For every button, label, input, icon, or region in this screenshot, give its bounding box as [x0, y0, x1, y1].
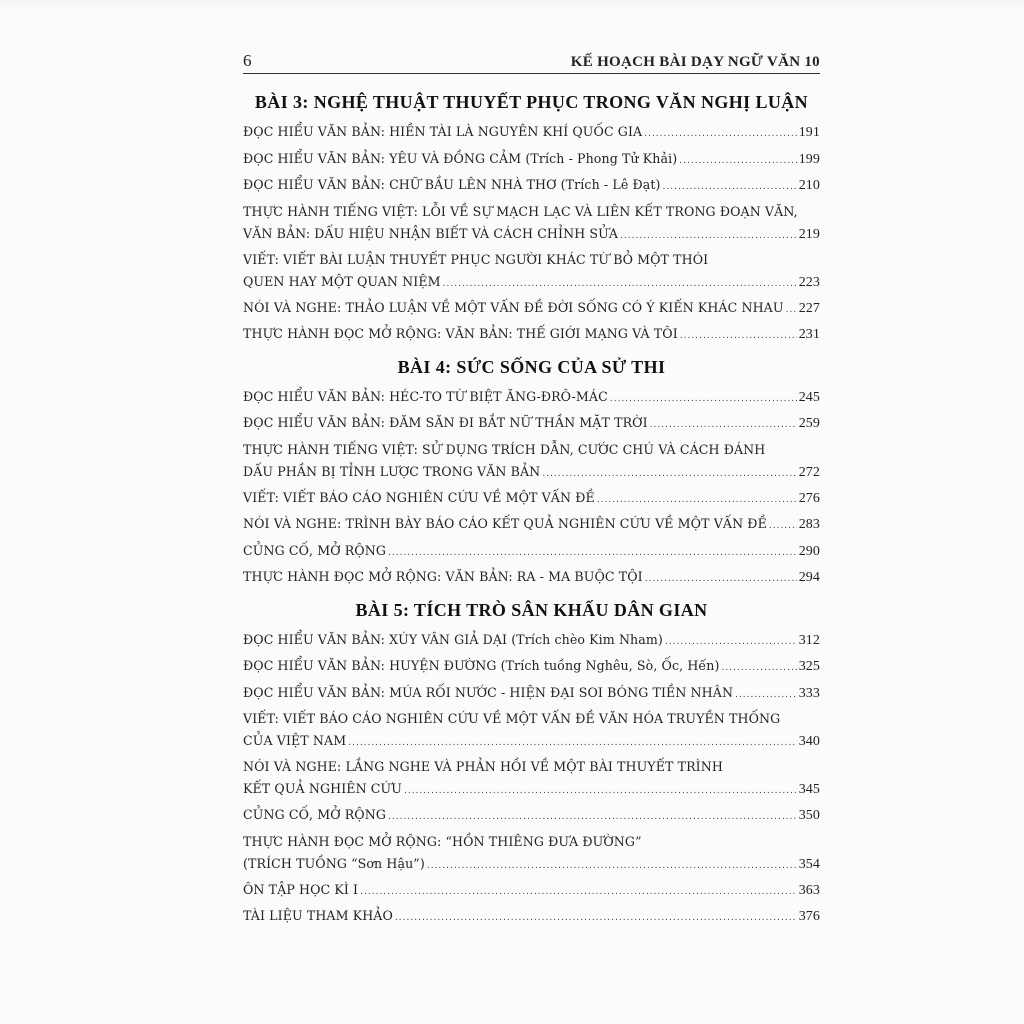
toc-entry[interactable] — [243, 755, 820, 803]
toc-entry-row — [243, 487, 820, 511]
toc-entry[interactable] — [243, 322, 820, 349]
dot-leader — [395, 907, 797, 929]
toc-entry-title: ĐỌC HIỂU VĂN BẢN: CHỮ BẦU LÊN NHÀ THƠ (Trích - Lê Đạt) — [243, 177, 661, 193]
toc-entry-row — [243, 297, 820, 321]
toc-entry[interactable] — [243, 565, 820, 592]
toc-entry-title: ĐỌC HIỂU VĂN BẢN: HIỀN TÀI LÀ NGUYÊN KHÍ QUỐC GIA — [243, 124, 643, 140]
toc-entry-page: 350 — [798, 808, 820, 824]
toc-entry-row — [243, 629, 820, 653]
toc-entry[interactable] — [243, 628, 820, 655]
dot-leader — [769, 515, 797, 537]
toc-entry-row — [243, 804, 820, 828]
dot-leader — [360, 881, 797, 903]
toc-entry-title: NÓI VÀ NGHE: THẢO LUẬN VỀ MỘT VẤN ĐỀ ĐỜI SỐNG CÓ Ý KIẾN KHÁC NHAU — [243, 299, 784, 315]
toc-entry-title: VĂN BẢN: DẤU HIỆU NHẬN BIẾT VÀ CÁCH CHỈNH SỬA — [243, 225, 619, 241]
toc-entry-title: CỦA VIỆT NAM — [243, 733, 347, 748]
toc-entry-page: 354 — [798, 856, 820, 872]
toc-entry-title: (TRÍCH TUỒNG “Sơn Hậu”) — [243, 855, 425, 871]
toc-entry[interactable] — [243, 411, 820, 438]
toc-entry-row — [243, 905, 820, 929]
toc-entry[interactable] — [243, 512, 820, 539]
toc-entry-row — [243, 386, 820, 410]
toc-entry-first-line: THỰC HÀNH TIẾNG VIỆT: LỖI VỀ SỰ MẠCH LẠC VÀ LIÊN KẾT TRONG ĐOẠN VĂN, — [243, 203, 798, 219]
toc-entry-page: 199 — [798, 151, 820, 167]
section-title: BÀI 5: TÍCH TRÒ SÂN KHẤU DÂN GIAN — [355, 599, 708, 620]
toc-entry-title: KẾT QUẢ NGHIÊN CỨU — [243, 781, 402, 796]
toc-entry-page: 283 — [798, 517, 820, 533]
toc-entry-title: ĐỌC HIỂU VĂN BẢN: HUYỆN ĐƯỜNG (Trích tuồng Nghêu, Sò, Ốc, Hến) — [243, 658, 720, 674]
toc-entry-title: NÓI VÀ NGHE: TRÌNH BÀY BÁO CÁO KẾT QUẢ NGHIÊN CỨU VỀ MỘT VẤN ĐỀ — [243, 516, 767, 532]
table-of-contents — [243, 84, 820, 931]
toc-entry-page: 312 — [798, 632, 820, 648]
dot-leader — [786, 299, 797, 321]
toc-entry-row — [243, 412, 820, 436]
toc-entry-first-line: VIẾT: VIẾT BÀI LUẬN THUYẾT PHỤC NGƯỜI KHÁC TỪ BỎ MỘT THÓI — [243, 251, 709, 267]
dot-leader — [388, 542, 797, 564]
toc-entry-title: THỰC HÀNH ĐỌC MỞ RỘNG: VĂN BẢN: RA - MA BUỘC TỘI — [243, 569, 643, 585]
toc-entry-first-line: VIẾT: VIẾT BÁO CÁO NGHIÊN CỨU VỀ MỘT VẤN ĐỀ VĂN HÓA TRUYỀN THỐNG — [243, 711, 781, 726]
dot-leader — [443, 273, 797, 295]
toc-entry[interactable] — [243, 878, 820, 905]
toc-entry[interactable] — [243, 173, 820, 200]
toc-entry-row — [243, 271, 820, 295]
toc-entry-first-line: THỰC HÀNH ĐỌC MỞ RỘNG: “HỒN THIÊNG ĐƯA ĐƯỜNG” — [243, 833, 642, 849]
dot-leader — [348, 732, 796, 754]
toc-entry-page: 259 — [798, 416, 820, 432]
toc-entry-title: VIẾT: VIẾT BÁO CÁO NGHIÊN CỨU VỀ MỘT VẤN ĐỀ — [243, 489, 595, 505]
toc-entry-page: 333 — [798, 685, 820, 701]
toc-entry-page: 276 — [798, 490, 820, 506]
toc-entry-page: 191 — [798, 125, 820, 141]
dot-leader — [650, 414, 797, 436]
toc-entry-row — [243, 121, 820, 145]
toc-entry-page: 272 — [798, 464, 820, 480]
toc-entry[interactable] — [243, 248, 820, 296]
toc-entry-page: 363 — [798, 882, 820, 898]
toc-entry-row — [243, 778, 820, 802]
toc-entry-page: 210 — [798, 178, 820, 194]
toc-entry-first-line: THỰC HÀNH TIẾNG VIỆT: SỬ DỤNG TRÍCH DẪN, CƯỚC CHÚ VÀ CÁCH ĐÁNH — [243, 441, 766, 457]
dot-leader — [597, 489, 797, 511]
toc-entry-row — [243, 655, 820, 679]
toc-entry-row — [243, 853, 820, 877]
dot-leader — [679, 150, 796, 172]
toc-entry-row — [243, 566, 820, 590]
dot-leader — [542, 463, 796, 485]
toc-entry[interactable] — [243, 830, 820, 878]
dot-leader — [645, 568, 797, 590]
toc-entry-title: THỰC HÀNH ĐỌC MỞ RỘNG: VĂN BẢN: THẾ GIỚI MẠNG VÀ TÔI — [243, 326, 678, 342]
page-header — [243, 50, 820, 74]
toc-entry-page: 223 — [798, 274, 820, 290]
dot-leader — [427, 855, 797, 877]
dot-leader — [644, 123, 796, 145]
toc-entry[interactable] — [243, 539, 820, 566]
toc-entry[interactable] — [243, 438, 820, 486]
toc-entry-row — [243, 540, 820, 564]
toc-entry-title: TÀI LIỆU THAM KHẢO — [243, 908, 393, 924]
toc-entry-title: CỦNG CỐ, MỞ RỘNG — [243, 807, 387, 823]
toc-entry-page: 227 — [798, 300, 820, 316]
toc-entry-title: QUEN HAY MỘT QUAN NIỆM — [243, 273, 441, 289]
toc-entry[interactable] — [243, 681, 820, 708]
toc-entry-page: 290 — [798, 543, 820, 559]
dot-leader — [404, 780, 797, 802]
toc-entry-title: DẤU PHẦN BỊ TỈNH LƯỢC TRONG VĂN BẢN — [243, 463, 541, 479]
toc-entry[interactable] — [243, 385, 820, 412]
toc-entry-title: CỦNG CỐ, MỞ RỘNG — [243, 542, 387, 558]
toc-entry-first-line: NÓI VÀ NGHE: LẮNG NGHE VÀ PHẢN HỒI VỀ MỘT BÀI THUYẾT TRÌNH — [243, 759, 723, 774]
toc-entry-page: 219 — [798, 226, 820, 242]
book-title: KẾ HOẠCH BÀI DẠY NGỮ VĂN 10 — [570, 54, 820, 70]
toc-entry-title: ÔN TẬP HỌC KÌ I — [243, 881, 359, 897]
toc-entry[interactable] — [243, 147, 820, 174]
toc-entry-row — [243, 174, 820, 198]
page-number: 6 — [243, 51, 252, 70]
toc-entry-page: 245 — [798, 389, 820, 405]
toc-entry-row — [243, 223, 820, 247]
dot-leader — [680, 325, 797, 347]
toc-entry-page: 340 — [798, 734, 820, 749]
toc-entry-row — [243, 682, 820, 706]
section-title: BÀI 4: SỨC SỐNG CỦA SỬ THI — [397, 356, 666, 377]
toc-entry-page: 231 — [798, 327, 820, 343]
toc-entry-page: 294 — [798, 570, 820, 586]
toc-entry-row — [243, 879, 820, 903]
dot-leader — [620, 225, 797, 247]
toc-entry[interactable] — [243, 120, 820, 147]
toc-entry[interactable] — [243, 803, 820, 830]
dot-leader — [722, 657, 797, 679]
dot-leader — [388, 806, 797, 828]
scan-shadow — [0, 0, 1024, 10]
toc-entry-title: ĐỌC HIỂU VĂN BẢN: MÚA RỐI NƯỚC - HIỆN ĐẠI SOI BÓNG TIỀN NHÂN — [243, 684, 734, 700]
toc-entry[interactable] — [243, 296, 820, 323]
toc-entry-row — [243, 461, 820, 485]
toc-entry-row — [243, 513, 820, 537]
toc-entry-title: ĐỌC HIỂU VĂN BẢN: ĐĂM SĂN ĐI BẮT NỮ THẦN MẶT TRỜI — [243, 415, 648, 431]
toc-entry[interactable] — [243, 486, 820, 513]
section-title: BÀI 3: NGHỆ THUẬT THUYẾT PHỤC TRONG VĂN NGHỊ LUẬN — [254, 92, 809, 112]
toc-entry[interactable] — [243, 654, 820, 681]
toc-entry-page: 345 — [798, 782, 820, 797]
toc-entry-title: ĐỌC HIỂU VĂN BẢN: HÉC-TO TỪ BIỆT ĂNG-ĐRÔ-MÁC — [243, 388, 608, 404]
toc-entry-title: ĐỌC HIỂU VĂN BẢN: XÚY VÂN GIẢ DẠI (Trích chèo Kim Nham) — [243, 631, 663, 647]
dot-leader — [610, 388, 797, 410]
toc-entry[interactable] — [243, 904, 820, 931]
toc-entry-page: 325 — [798, 659, 820, 675]
toc-entry-title: ĐỌC HIỂU VĂN BẢN: YÊU VÀ ĐỒNG CẢM (Trích - Phong Tử Khải) — [243, 150, 678, 166]
toc-entry-page: 376 — [798, 909, 820, 925]
toc-entry[interactable] — [243, 707, 820, 755]
dot-leader — [735, 684, 797, 706]
toc-entry-row — [243, 730, 820, 754]
toc-entry-row — [243, 148, 820, 172]
toc-entry-row — [243, 323, 820, 347]
dot-leader — [663, 176, 797, 198]
toc-entry[interactable] — [243, 200, 820, 248]
dot-leader — [665, 631, 797, 653]
